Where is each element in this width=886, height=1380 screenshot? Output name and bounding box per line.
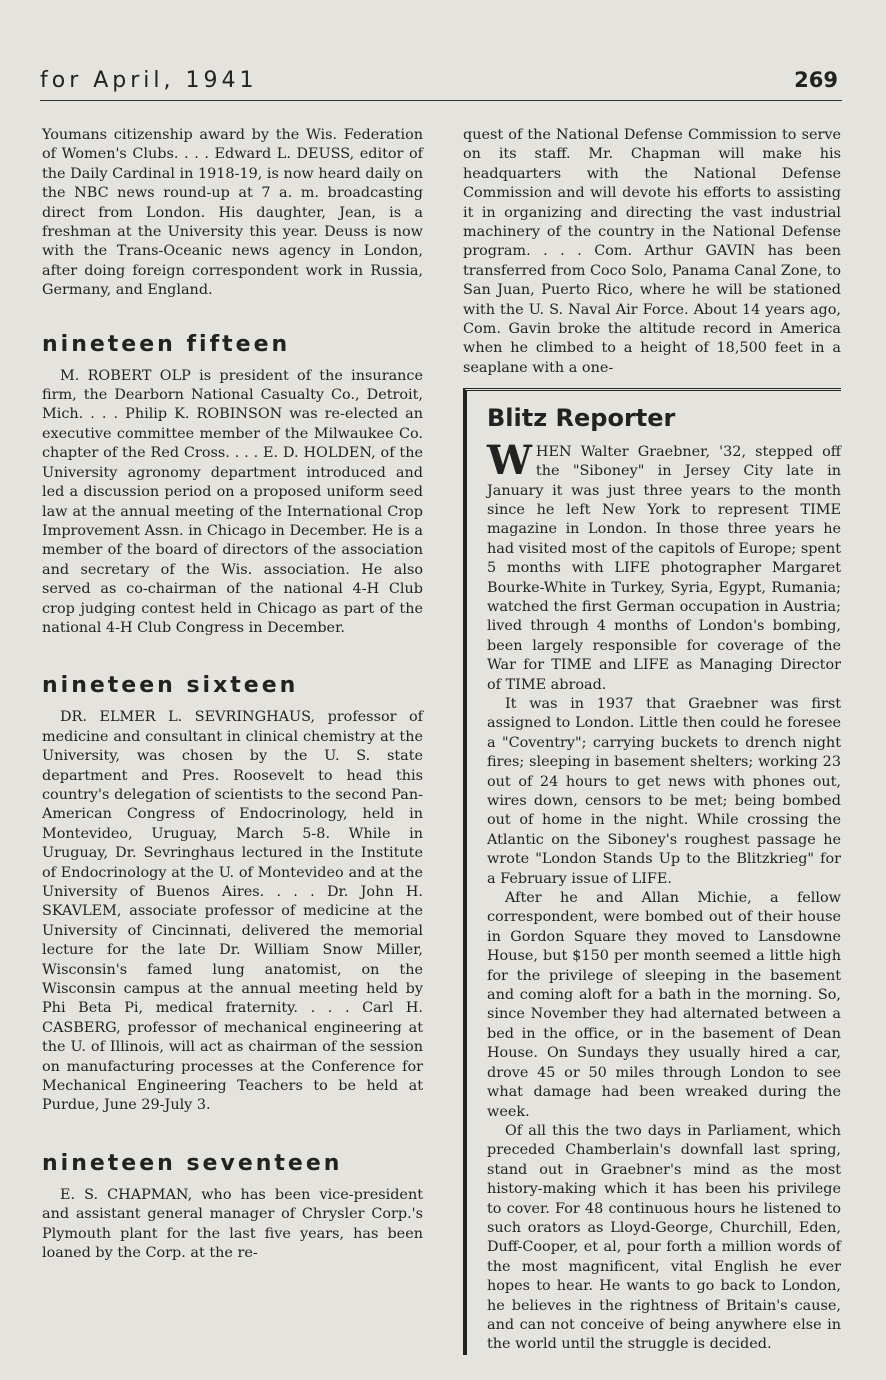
intro-paragraph: Youmans citizenship award by the Wis. Federation of Women's Clubs. . . . Edward L. DEUSS, editor of the Daily Cardinal in 1918-19, is now heard daily on the NBC news round-up at 7 a. m. broadcasting direct from London. His daughter, Jean, is a freshman at the University this year. Deuss is now with the Trans-Oceanic news agency in London, after doing foreign correspondent work in Russia, Germany, and England. (42, 127, 423, 299)
left-column (42, 126, 423, 1264)
box-paragraph-1-text: HEN Walter Graebner, '32, stepped off the "Siboney" in Jersey City late in January it was just three years to the month since he left New York to represent TIME magazine in London. In those three years he had visited most of the capitols of Europe; spent 5 months with LIFE photographer Margaret Bourke-White in Turkey, Syria, Egypt, Rumania; watched the first German occupation in Austria; lived through 4 months of London's bombing, been largely responsible for coverage of the War for TIME and LIFE as Managing Director of TIME abroad. (487, 443, 841, 693)
box-paragraph-4: Of all this the two days in Parliament, which preceded Chamberlain's downfall last spring, stand out in Graebner's mind as the most history-making which it has been his privilege to cover. For 48 continuous hours he listened to such orators as Lloyd-George, Churchill, Eden, Duff-Cooper, et al, pour forth a million words of the most magnificent, vital English he ever hopes to hear. He wants to go back to London, he believes in the rightness of Britain's cause, and can not conceive of being anywhere else in the world until the struggle is decided. (487, 1122, 841, 1353)
continuation-paragraph: quest of the National Defense Commission to serve on its staff. Mr. Chapman will make his headquarters with the National Defense Commission and will devote his efforts to assisting it in organizing and directing the vast industrial machinery of the country in the National Defense program. . . . Com. Arthur GAVIN has been transferred from Coco Solo, Panama Canal Zone, to San Juan, Puerto Rico, where he will be stationed with the U. S. Naval Air Force. About 14 years ago, Com. Gavin broke the altitude record in America when he climbed to a height of 18,500 feet in a seaplane with a one- (463, 127, 841, 376)
running-header (40, 68, 842, 101)
right-column (463, 126, 841, 1355)
sidebar-box (463, 388, 841, 1355)
issue-date: for April, 1941 (40, 68, 258, 93)
box-paragraph-1 (487, 436, 841, 695)
box-paragraph-3: After he and Allan Michie, a fellow correspondent, were bombed out of their house in Gordon Square they moved to Lansdowne House, but $150 per month seemed a little high for the privilege of sleeping in the basement and coming aloft for a bath in the morning. So, since November they had alternated between a bed in the office, or in the basement of Dean House. On Sundays they usually hired a car, drove 45 or 50 miles through London to see what damage had been wreaked during the week. (487, 890, 841, 1120)
section-heading-1917: nineteen seventeen (42, 1150, 343, 1176)
drop-cap: W (487, 436, 532, 484)
section-heading-1915: nineteen fifteen (42, 331, 291, 357)
box-paragraph-2: It was in 1937 that Graebner was first assigned to London. Little then could he foresee a "Coventry"; carrying buckets to drench night fires; sleeping in basement shelters; working 23 out of 24 hours to get news with phones out, wires down, censors to be met; being bombed out of home in the night. While crossing the Atlantic on the Siboney's roughest passage he wrote "London Stands Up to the Blitzkrieg" for a February issue of LIFE. (487, 695, 841, 887)
section-text-1916: DR. ELMER L. SEVRINGHAUS, professor of medicine and consultant in clinical chemistry at the University, was chosen by the U. S. state department and Pres. Roosevelt to head this country's delegation of scientists to the second Pan-American Congress of Endocrinology, held in Montevideo, Uruguay, March 5-8. While in Uruguay, Dr. Sevringhaus lectured in the Institute of Endocrinology at the U. of Montevideo and at the University of Buenos Aires. . . . Dr. John H. SKAVLEM, associate professor of medicine at the University of Cincinnati, delivered the memorial lecture for the late Dr. William Snow Miller, Wisconsin's famed lung anatomist, on the Wisconsin campus at the annual meeting held by Phi Beta Pi, medical fraternity. . . . Carl H. CASBERG, professor of mechanical engineering at the U. of Illinois, will act as chairman of the session on manufacturing processes at the Conference for Mechanical Engineering Teachers to be held at Purdue, June 29-July 3. (42, 709, 423, 1114)
section-text-1915: M. ROBERT OLP is president of the insurance firm, the Dearborn National Casualty Co., Detroit, Mich. . . . Philip K. ROBINSON was re-elected an executive committee member of the Milwaukee Co. chapter of the Red Cross. . . . E. D. HOLDEN, of the University agronomy department introduced and led a discussion period on a proposed uniform seed law at the annual meeting of the International Crop Improvement Assn. in Chicago in December. He is a member of the board of directors of the association and secretary of the Wis. association. He also served as co-chairman of the national 4-H Club crop judging contest held in Chicago as part of the national 4-H Club Congress in December. (42, 367, 423, 636)
section-heading-1916: nineteen sixteen (42, 673, 299, 699)
page-number: 269 (794, 68, 838, 92)
box-title: Blitz Reporter (487, 404, 676, 433)
section-text-1917: E. S. CHAPMAN, who has been vice-president and assistant general manager of Chrysler Corp.'s Plymouth plant for the last five years, has been loaned by the Corp. at the re- (42, 1186, 423, 1262)
